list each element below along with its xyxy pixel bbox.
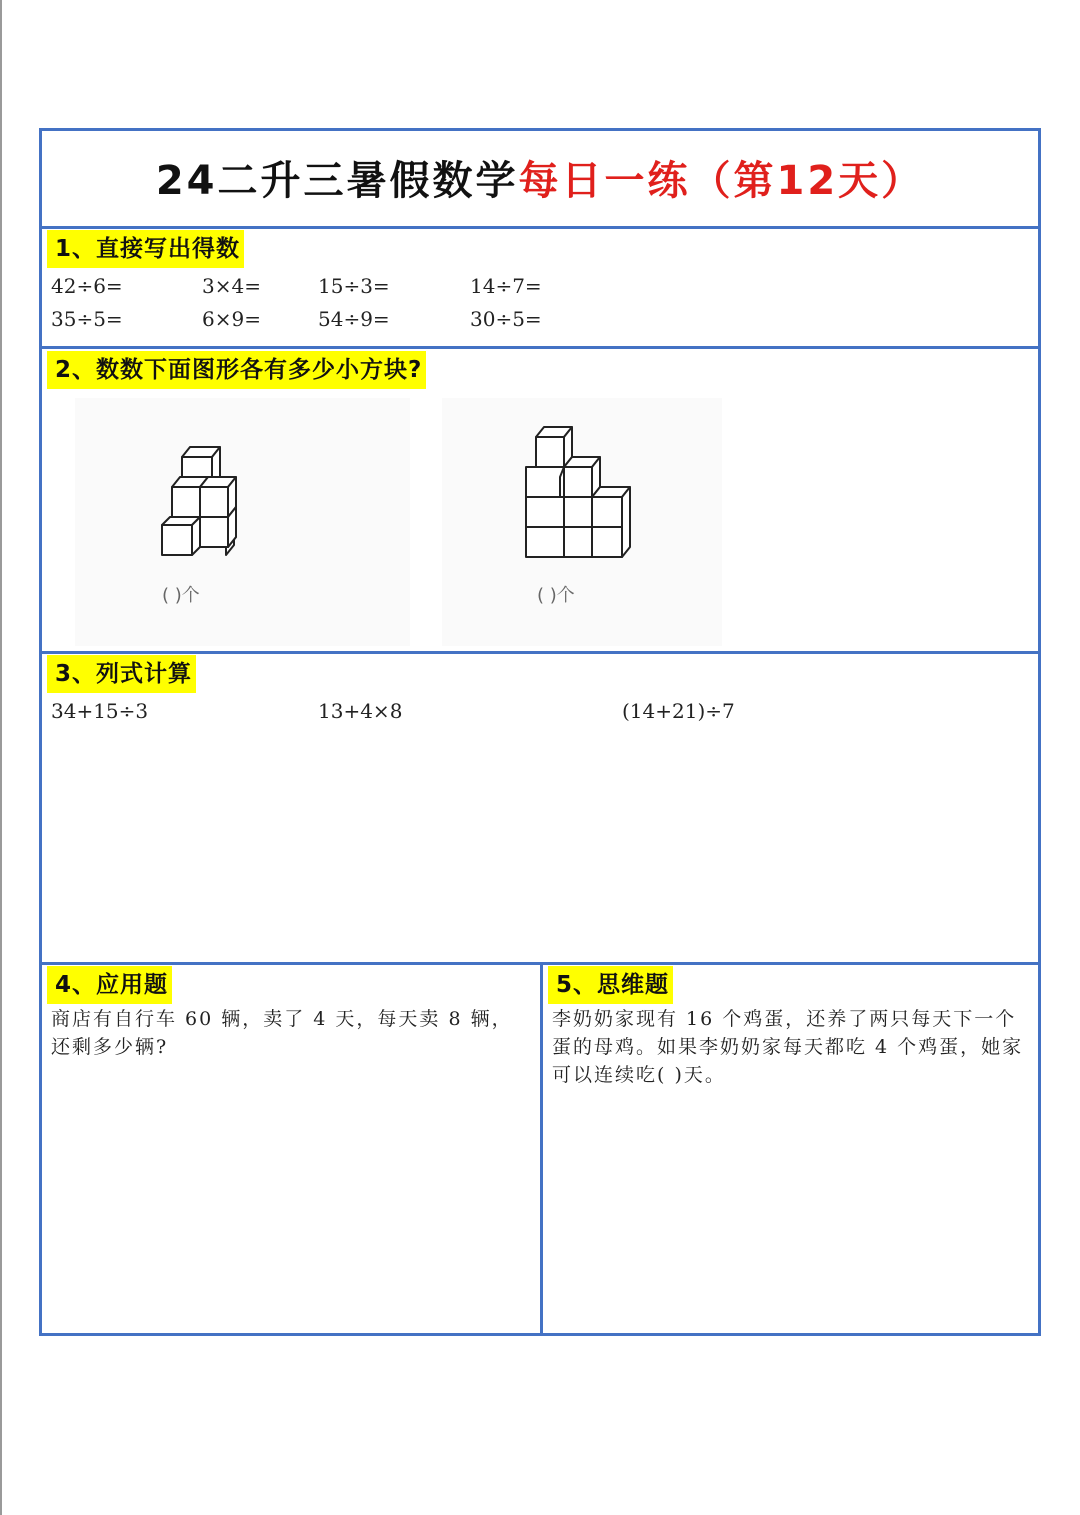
divider-section1 (42, 346, 1038, 349)
thinking-problem-text: 李奶奶家现有 16 个鸡蛋，还养了两只每天下一个蛋的母鸡。如果李奶奶家每天都吃 4 个鸡蛋，她家可以连续吃( )天。 (552, 1008, 1024, 1086)
figure2-answer: ( )个 (537, 585, 575, 606)
expression: (14+21)÷7 (622, 699, 735, 723)
expression: 54÷9= (318, 307, 390, 331)
figure1-answer: ( )个 (162, 585, 200, 606)
divider-title (42, 226, 1038, 229)
expression: 14÷7= (470, 274, 542, 298)
section5-heading: 5、思维题 (548, 966, 673, 1004)
divider-section2 (42, 651, 1038, 654)
title-black-part: 24二升三暑假数学 (155, 158, 519, 204)
section1-heading: 1、直接写出得数 (47, 230, 244, 268)
section4-heading: 4、应用题 (47, 966, 172, 1004)
expression: 34+15÷3 (51, 699, 149, 723)
expression: 3×4= (202, 274, 261, 298)
expression: 15÷3= (318, 274, 390, 298)
expression: 42÷6= (51, 274, 123, 298)
expression: 13+4×8 (318, 699, 403, 723)
word-problem-text: 商店有自行车 60 辆，卖了 4 天，每天卖 8 辆，还剩多少辆? (51, 1008, 513, 1058)
page-left-edge (0, 0, 2, 1515)
worksheet (39, 128, 1041, 1336)
expression: 6×9= (202, 307, 261, 331)
title-red-part: 每日一练（第12天） (518, 158, 925, 204)
divider-section4-5 (540, 962, 543, 1336)
expression: 35÷5= (51, 307, 123, 331)
expression: 30÷5= (470, 307, 542, 331)
worksheet-title (42, 149, 1038, 206)
cube-figure-2 (526, 417, 646, 567)
cube-figure-1 (160, 437, 260, 567)
section3-heading: 3、列式计算 (47, 655, 196, 693)
section2-heading: 2、数数下面图形各有多少小方块? (47, 351, 426, 389)
